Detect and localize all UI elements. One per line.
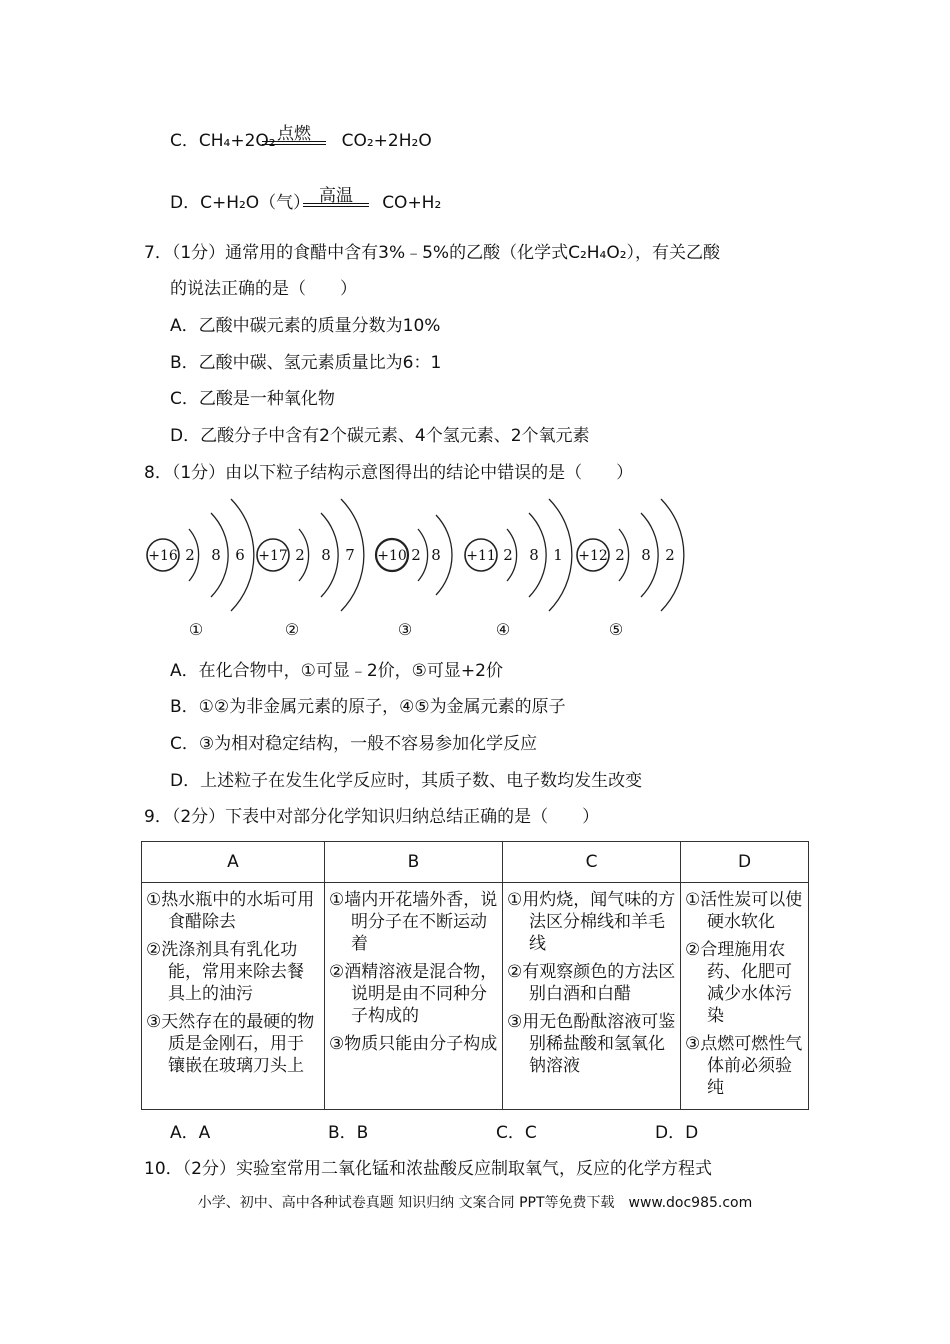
particle-mark: ④ [495, 620, 511, 639]
nucleus-label: +17 [258, 548, 288, 564]
nucleus-label: +16 [148, 548, 178, 564]
reaction-arrow [303, 186, 369, 209]
table-cell [681, 883, 809, 1110]
particle-mark: ② [284, 620, 300, 639]
statement: ③物质只能由分子构成 [329, 1034, 498, 1054]
table-cell [325, 883, 503, 1110]
q9-option-b: B．B [328, 1123, 369, 1143]
reaction-arrow [262, 124, 326, 147]
shell-count: 6 [235, 546, 245, 564]
q7-stem-line2: 的说法正确的是（ ） [170, 279, 357, 299]
statement: ②合理施用农药、化肥可减少水体污染 [685, 940, 792, 1026]
equation-right: CO+H₂ [382, 193, 442, 213]
q8-option-b: B．①②为非金属元素的原子，④⑤为金属元素的原子 [170, 697, 566, 717]
table-cell [503, 883, 681, 1110]
particle-mark: ③ [397, 620, 413, 639]
shell-count: 8 [431, 546, 441, 564]
q7-option-d: D．乙酸分子中含有2个碳元素、4个氢元素、2个氧元素 [170, 426, 590, 446]
shell-count: 2 [411, 546, 421, 564]
equation-left: C+H₂O（气） [200, 193, 311, 213]
q10-stem: 10．（2分）实验室常用二氧化锰和浓盐酸反应制取氧气，反应的化学方程式 [144, 1159, 712, 1179]
option-label: C． [170, 131, 199, 151]
statement: ①活性炭可以使硬水软化 [685, 890, 803, 932]
shell-count: 2 [295, 546, 305, 564]
particle-1 [147, 499, 254, 639]
q8-stem: 8．（1分）由以下粒子结构示意图得出的结论中错误的是（ ） [144, 463, 634, 483]
table-header: D [681, 842, 809, 883]
q9-option-d: D．D [655, 1123, 699, 1143]
page-footer: 小学、初中、高中各种试卷真题 知识归纳 文案合同 PPT等免费下载 www.doc985.com [197, 1195, 753, 1211]
option-label: D． [170, 193, 201, 213]
q9-option-c: C．C [496, 1123, 537, 1143]
equation-left: CH₄+2O₂ [198, 131, 276, 151]
table-header: C [503, 842, 681, 883]
statement: ②酒精溶液是混合物，说明是由不同种分子构成的 [329, 962, 498, 1026]
particle-5 [577, 499, 684, 639]
shell-count: 8 [211, 546, 221, 564]
reaction-condition: 高温 [319, 186, 353, 206]
reaction-condition: 点燃 [277, 124, 311, 144]
statement: ①热水瓶中的水垢可用食醋除去 [146, 890, 315, 932]
statement: ②洗涤剂具有乳化功能，常用来除去餐具上的油污 [146, 940, 304, 1004]
statement: ③点燃可燃性气体前必须验纯 [685, 1034, 803, 1098]
q8-option-a: A．在化合物中，①可显﹣2价，⑤可显+2价 [170, 661, 503, 681]
table-cell [142, 883, 325, 1110]
table-header: A [142, 842, 325, 883]
shell-count: 7 [345, 546, 355, 564]
q7-stem-line1: 7．（1分）通常用的食醋中含有3%﹣5%的乙酸（化学式C₂H₄O₂），有关乙酸 [144, 243, 721, 263]
particle-structure-diagram [140, 495, 700, 640]
particle-2 [257, 499, 364, 639]
q8-option-c: C．③为相对稳定结构，一般不容易参加化学反应 [170, 734, 538, 754]
statement: ③用无色酚酞溶液可鉴别稀盐酸和氢氧化钠溶液 [507, 1012, 676, 1076]
particle-mark: ① [188, 620, 204, 639]
shell-count: 1 [553, 546, 563, 564]
table-header: B [325, 842, 503, 883]
shell-count: 8 [321, 546, 331, 564]
q7-option-c: C．乙酸是一种氧化物 [170, 389, 335, 409]
shell-count: 2 [665, 546, 675, 564]
statement: ①用灼烧，闻气味的方法区分棉线和羊毛线 [507, 890, 676, 954]
table-header-row [142, 842, 809, 883]
particle-3 [376, 515, 452, 639]
statement: ①墙内开花墙外香，说明分子在不断运动着 [329, 890, 498, 954]
shell-count: 8 [641, 546, 651, 564]
shell-count: 2 [503, 546, 513, 564]
nucleus-label: +10 [377, 548, 407, 564]
shell-count: 8 [529, 546, 539, 564]
nucleus-label: +11 [466, 548, 496, 564]
q7-option-a: A．乙酸中碳元素的质量分数为10% [170, 316, 441, 336]
knowledge-table [141, 841, 809, 1110]
q7-option-b: B．乙酸中碳、氢元素质量比为6：1 [170, 353, 442, 373]
equation-right: CO₂+2H₂O [341, 131, 432, 151]
statement: ③天然存在的最硬的物质是金刚石，用于镶嵌在玻璃刀头上 [146, 1012, 315, 1076]
q9-option-a: A．A [170, 1123, 211, 1143]
particle-4 [465, 499, 572, 639]
q9-stem: 9．（2分）下表中对部分化学知识归纳总结正确的是（ ） [144, 807, 600, 827]
q8-option-d: D．上述粒子在发生化学反应时，其质子数、电子数均发生改变 [170, 771, 643, 791]
shell-count: 2 [185, 546, 195, 564]
shell-count: 2 [615, 546, 625, 564]
table-row [142, 883, 809, 1110]
statement: ②有观察颜色的方法区别白酒和白醋 [507, 962, 676, 1004]
nucleus-label: +12 [578, 548, 608, 564]
particle-mark: ⑤ [608, 620, 624, 639]
